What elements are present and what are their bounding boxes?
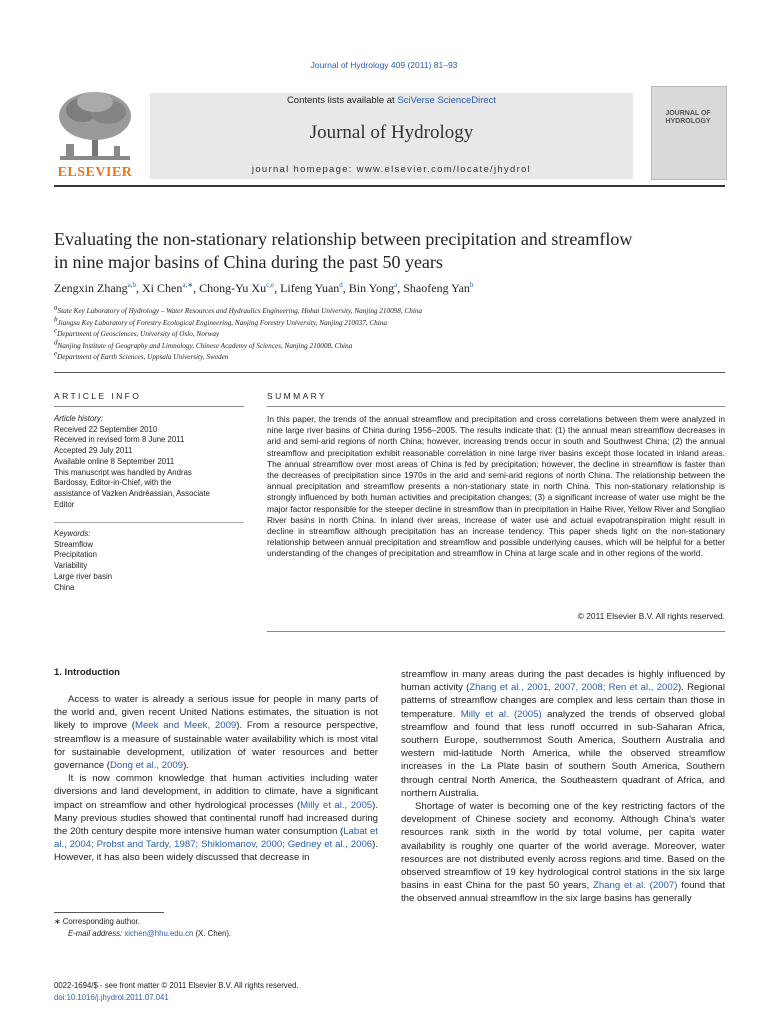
footnote-rule [54, 912, 164, 913]
section-heading-introduction: 1. Introduction [54, 667, 120, 678]
citation-link[interactable]: Milly et al., 2005 [300, 799, 373, 811]
article-info-heading: ARTICLE INFO [54, 391, 142, 401]
keyword-item: Variability [54, 561, 88, 571]
history-item: Received in revised form 8 June 2011 [54, 435, 185, 445]
affiliation-text: Department of Geosciences, University of Oslo, Norway [57, 330, 220, 339]
affiliations [54, 303, 734, 364]
footnote-marker: ∗ [54, 917, 61, 926]
author-affiliation-marker[interactable]: a [394, 281, 398, 289]
affiliation-key: e [54, 349, 58, 358]
citation-link[interactable]: Milly et al. (2005) [460, 708, 542, 720]
journal-title: Journal of Hydrology [309, 122, 474, 143]
author-name[interactable]: Bin Yong [348, 281, 395, 295]
paragraph: Access to water is already a serious issue for people in many parts of the world and, given recent United Nations estimates, the situation is not likely to improve (Meek and Meek, 2009). From a resource perspective, streamflow is a measure of sustainable water availability which is most vital for sustainable development, utilization of water resources and better governance (Dong et al., 2009). [54, 694, 379, 772]
summary-heading: SUMMARY [267, 391, 328, 401]
body-column-left [54, 693, 378, 865]
history-item: This manuscript was handled by Andras [54, 467, 192, 477]
affiliation-item [54, 303, 734, 318]
journal-homepage[interactable]: journal homepage: www.elsevier.com/locate/jhydrol [251, 164, 532, 175]
corresponding-author: Corresponding author. [62, 917, 140, 926]
summary-text: In this paper, the trends of the annual streamflow and precipitation and cross correlations between them were analyzed in nine large river basins of China during 1956–2005. The results indicate that: (1) the annual mean streamflow decreases in arid and semi-arid regions of north China; however, increasing trends occur in south and Southwest China; (2) the annual streamflow and precipitation exhibit reasonable correlation in nine large river basins except those located in inland areas. The annual streamflow over most areas of China is fed by precipitation; however, the decline in streamflow is faster than the decreases of precipitation since 1970s in the arid and semi-arid regions of north China. The relationship between the annual precipitation and streamflow presents a non-stationary state in north China. This non-stationary relationship is strongly influenced by both human activities and precipitation changes; (3) a significant increase of water use might be the major factor responsible for the steeper decline in streamflow than in precipitation in Haihe River, Yellow River and Songliao River basins in north China. In inland river areas, increase of water use and actual evapotranspiration might result in decline in streamflow although precipitation has an increase tendency. This paper sheds light on the non-stationary relationship between annual precipitation and streamflow and possible underlying causes, which will be helpful for a better understanding of the changes of precipitation and streamflow in China at large scale and in other regions of the world. [267, 414, 725, 559]
front-matter: 0022-1694/$ - see front matter © 2011 Elsevier B.V. All rights reserved. [54, 981, 299, 990]
journal-cover-thumbnail [651, 86, 727, 180]
paragraph: It is now common knowledge that human activities including water diversions and land development, in addition to climate, have a significant impact on streamflow and other hydrological processes (Milly et al., 2005). Many previous studies showed that continental runoff had increased during the 20th century despite more intensive human water consumption (Labat et al., 2004; Probst and Tardy, 1987; Shiklomanov, 2000; Gedney et al., 2006). However, it has also been widely discussed that decrease in [54, 773, 378, 864]
citation-link[interactable]: Labat et al., 2004; Probst and Tardy, 1987; Shiklomanov, 2000; Gedney et al., 2006 [54, 826, 378, 851]
author-list [54, 281, 734, 296]
author-separator: , [342, 281, 349, 295]
doi-link[interactable]: doi:10.1016/j.jhydrol.2011.07.041 [54, 993, 169, 1002]
citation-link[interactable]: Dong et al., 2009 [110, 760, 184, 772]
author-affiliation-marker[interactable]: a,b [127, 281, 137, 289]
author-name[interactable]: Lifeng Yuan [280, 281, 340, 295]
citation-link[interactable]: Zhang et al. (2007) [592, 880, 678, 892]
journal-cover-text: JOURNAL OF HYDROLOGY [665, 110, 711, 125]
journal-reference[interactable]: Journal of Hydrology 409 (2011) 81–93 [310, 60, 458, 70]
history-item: Bardossy, Editor-in-Chief, with the [54, 478, 172, 488]
elsevier-wordmark: ELSEVIER [57, 165, 133, 180]
affiliation-key: c [54, 326, 58, 335]
article-info-rule [54, 406, 244, 407]
history-item: Editor [54, 499, 75, 509]
affiliation-text: State Key Laboratory of Hydrology – Water Resources and Hydraulics Engineering, Hohai University, Nanjing 210098, China [57, 307, 423, 315]
article-title: Evaluating the non-stationary relationship between precipitation and streamflow in nine major basins of China during the past 50 years [54, 229, 633, 272]
contents-prefix: Contents lists available at [286, 95, 398, 106]
author-name[interactable]: Chong-Yu Xu [199, 281, 267, 295]
summary-rule [267, 406, 725, 407]
issn-block [54, 980, 394, 1004]
footnote: ∗ Corresponding author. E-mail address: xichen@hhu.edu.cn (X. Chen). [54, 917, 232, 938]
paragraph: Shortage of water is becoming one of the key restricting factors of the development of Chinese society and economy. Although China's water resources rank sixth in the world by total volume, per capita water availability is roughly one quarter of the world average. Moreover, water resources are not distributed evenly across regions and time. Based on the observed streamflow of 19 key hydrological control stations in the six large basins in east China for the past 50 years, Zhang et al. (2007) found that the observed annual streamflow in the six large basins has generally [401, 801, 725, 905]
affiliation-text: Department of Earth Sciences, Uppsala University, Sweden [57, 353, 229, 362]
sciverse-link[interactable]: SciVerse ScienceDirect [397, 95, 497, 106]
history-item: assistance of Vazken Andréassian, Associate [54, 488, 210, 498]
history-item: Accepted 29 July 2011 [54, 446, 133, 456]
author-separator: , [274, 281, 281, 295]
affiliation-item [54, 338, 734, 353]
keyword-item: Large river basin [54, 571, 113, 581]
author-affiliation-marker[interactable]: a,∗ [182, 281, 194, 289]
history-item: Available online 8 September 2011 [54, 456, 175, 466]
article-history: Article history: Received 22 September 2010 Received in revised form 8 June 2011 Accepted 29 July 2011 Available online 8 September 2011 This manuscript was handled by Andras Bardossy, Editor-in-Chief, with the assistance of Vazken Andréassian, Associate Editor [54, 414, 234, 510]
author-name[interactable]: Shaofeng Yan [403, 281, 470, 295]
keyword-item: Streamflow [54, 539, 93, 549]
affiliation-key: d [54, 338, 58, 347]
author-name[interactable]: Xi Chen [142, 281, 183, 295]
email-link[interactable]: xichen@hhu.edu.cn [124, 929, 194, 938]
keyword-item: Precipitation [54, 550, 97, 560]
author-affiliation-marker[interactable]: d [339, 281, 343, 289]
author-affiliation-marker[interactable]: c,e [266, 281, 275, 289]
author-name[interactable]: Zengxin Zhang [54, 281, 128, 295]
author-separator: , [397, 281, 404, 295]
affiliation-key: a [54, 303, 58, 312]
affiliation-item [54, 349, 734, 364]
affiliation-item [54, 326, 734, 341]
header-rule [54, 185, 725, 187]
keyword-item: China [54, 582, 75, 592]
affiliation-text: Nanjing Institute of Geography and Limnology, Chinese Academy of Sciences, Nanjing 210008, China [57, 341, 353, 350]
keywords: Keywords: Streamflow Precipitation Variability Large river basin China [54, 529, 234, 593]
affiliation-text: Jiangsu Key Laboratory of Forestry Ecological Engineering, Nanjing Forestry University, Nanjing 210037, China [57, 318, 387, 327]
citation-link[interactable]: Meek and Meek, 2009 [134, 720, 237, 732]
summary-bottom-rule [267, 631, 725, 632]
tree-icon [52, 86, 138, 166]
info-rule [54, 372, 725, 373]
keywords-rule [54, 522, 244, 523]
history-item: Received 22 September 2010 [54, 424, 158, 434]
citation-link[interactable]: Zhang et al., 2001, 2007, 2008; Ren et al., 2002 [469, 682, 679, 694]
contents-availability [150, 95, 633, 106]
paragraph: streamflow in many areas during the past decades is highly influenced by human activity (Zhang et al., 2001, 2007, 2008; Ren et al., 2002). Regional patterns of streamflow changes are complex and less certain than those in temperature. Milly et al. (2005) analyzed the trends of observed global streamflow and found that less runoff occurred in sub-Saharan Africa, southern Europe, southernmost South America, Southern Australia and western mid-latitude North America, while the observed streamflow increases in the La Plate basin of southern South America, Southern through central North America, the Southeastern quadrant of Africa, and northern Australia. [401, 669, 725, 799]
author-separator: , [193, 281, 200, 295]
affiliation-item [54, 315, 734, 330]
author-separator: , [136, 281, 143, 295]
copyright: © 2011 Elsevier B.V. All rights reserved. [577, 611, 725, 621]
affiliation-key: b [54, 315, 58, 324]
author-affiliation-marker[interactable]: b [469, 281, 474, 289]
body-column-right [401, 668, 725, 906]
